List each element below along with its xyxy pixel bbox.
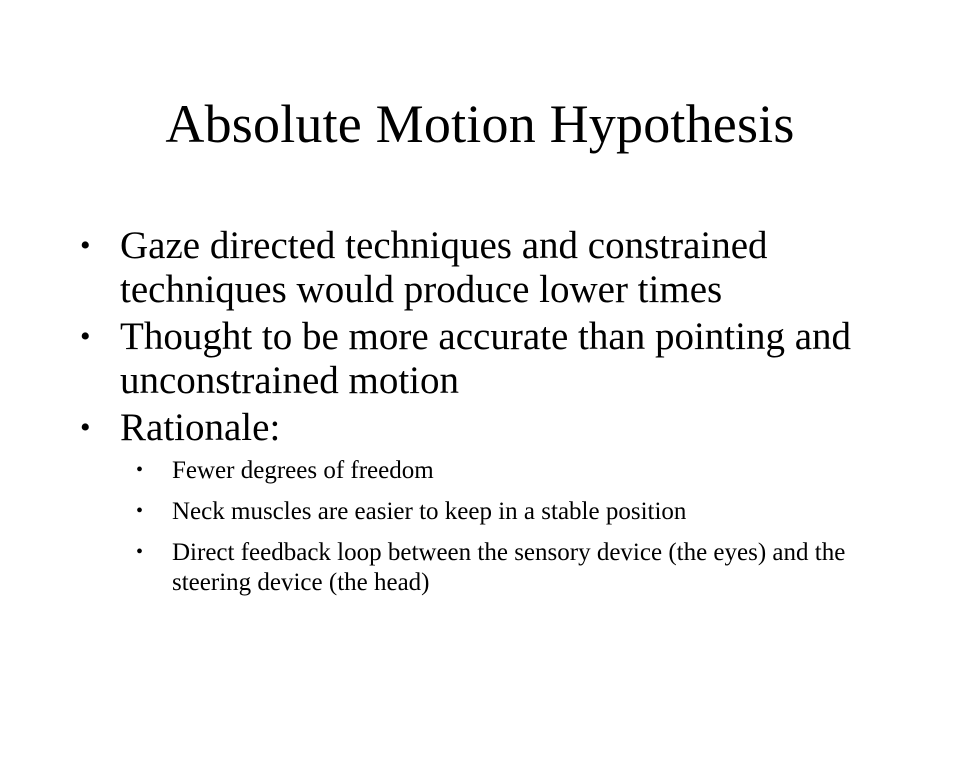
- list-item-text: Direct feedback loop between the sensory device (the eyes) and the steering device (the head): [172, 539, 846, 597]
- bullet-icon: •: [136, 459, 144, 482]
- bullet-icon: •: [136, 541, 144, 564]
- list-item-text: Neck muscles are easier to keep in a stable position: [172, 498, 687, 526]
- list-item-text: Thought to be more accurate than pointing and unconstrained motion: [120, 314, 852, 403]
- list-item: [68, 224, 898, 313]
- list-item: [120, 538, 898, 598]
- list-item: [68, 315, 898, 404]
- sub-bullet-list: [120, 456, 898, 598]
- bullet-icon: •: [80, 410, 91, 444]
- list-item-text: Gaze directed techniques and constrained techniques would produce lower times: [120, 224, 768, 312]
- page-title: Absolute Motion Hypothesis: [165, 94, 795, 154]
- bullet-icon: •: [80, 229, 91, 262]
- list-item-text: Fewer degrees of freedom: [172, 457, 434, 485]
- list-item: [68, 406, 898, 598]
- list-item: [120, 497, 898, 527]
- bullet-list: [68, 224, 898, 609]
- bullet-icon: •: [136, 500, 144, 523]
- list-item-text: Rationale:: [120, 405, 281, 449]
- list-item: [120, 456, 898, 486]
- bullet-icon: •: [80, 319, 91, 353]
